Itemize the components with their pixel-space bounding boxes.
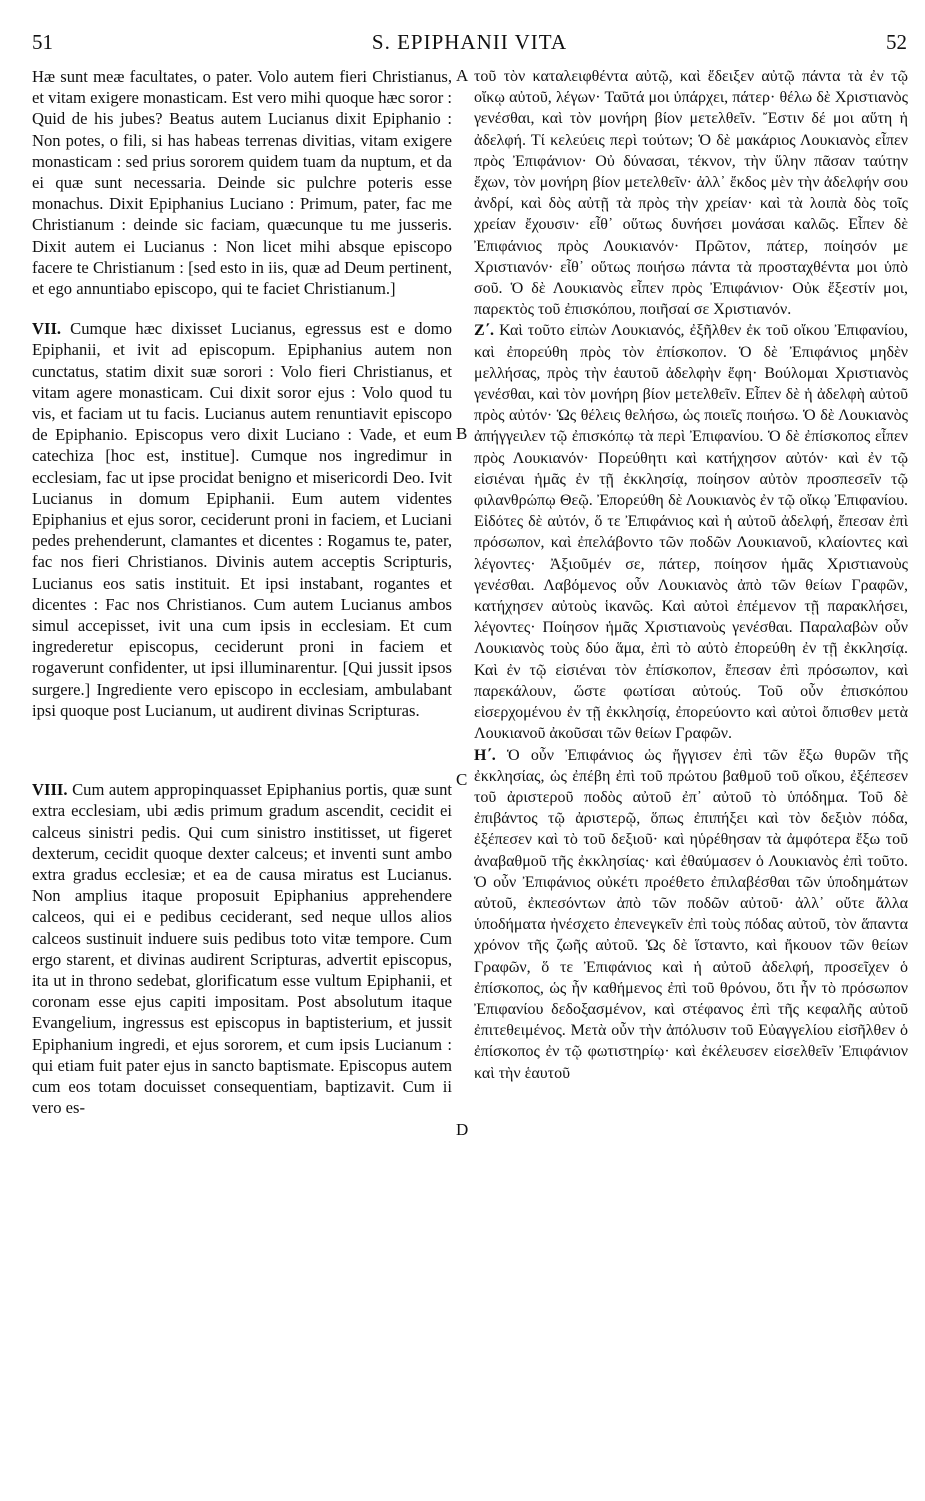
- latin-paragraph-text: Cumque hæc dixisset Lucianus, egressus est e domo Epiphanii, et ivit ad episcopum. Epiphanius autem non cunctatus, statim dixit suæ sorori : Volo fieri Christianus, et vitam agere monasticam. Cui dixit soror ejus : Volo quod tu vis, et faciam ut tu facis. Lucianus autem renuntiavit episcopo de Epiphanio. Episcopus vero dixit Luciano : Vade, et eum catechiza [hoc est, institue]. Cumque nos ingredimur in ecclesiam, fac ut ipse procidat benigno et misericordi Deo. Ivit Lucianus in domum Epiphanii. Eum autem videntes Epiphanius et ejus soror, ceciderunt proni in faciem, et Luciani pedes prehenderunt, clamantes et dicentes : Rogamus te, pater, fac nos fieri Christianos. Divinis autem acceptis Scripturis, Lucianus eos satis instituit. Et ipsi instabant, rogantes et dicentes : Fac nos Christianos. Cum autem Lucianus ambos simul accepisset, ivit una cum ipsis in ecclesiam. Et cum ingrederetur episcopus, ceciderunt proni in faciem et rogaverunt confidenter, ut ipsi illuminarentur. [Qui jussit ipsos surgere.] Ingrediente vero episcopo in ecclesiam, ambulabant ipsi quoque post Lucianum, ut audirent divinas Scripturas.: [32, 319, 452, 720]
- page-number-left: 51: [32, 30, 53, 54]
- running-title: S. EPIPHANII VITA: [371, 30, 568, 54]
- section-number: Ζ΄.: [474, 322, 494, 340]
- greek-column: [474, 66, 908, 1084]
- greek-paragraph: [474, 320, 908, 744]
- latin-paragraph: [32, 318, 452, 721]
- margin-marker-d: D: [456, 1120, 469, 1139]
- page-number-right: 52: [886, 30, 907, 54]
- greek-paragraph-text: Καὶ τοῦτο εἰπὼν Λουκιανός, ἐξῆλθεν ἐκ τοῦ οἴκου Ἐπιφανίου, καὶ ἐπορεύθη πρὸς τὸν ἐπίσκοπον. Ὁ δὲ Ἐπιφάνιος μηδὲν μελλήσας, πρὸς τὴν ἑαυτοῦ ἀδελφὴν ἔφη· Βούλομαι Χριστιανὸς γενέσθαι, καὶ τὸν μονήρη βίον μετελθεῖν. Εἶπεν δὲ ἡ ἀδελφὴ αὐτοῦ πρὸς αὐτόν· Ὡς θέλεις θελήσω, ὡς ποιεῖς ποιήσω. Ὁ δὲ Λουκιανὸς ἀπήγγειλεν τῷ ἐπισκόπῳ τὰ περὶ Ἐπιφανίου. Ὁ δὲ ἐπίσκοπος εἶπεν πρὸς Λουκιανόν· Πορεύθητι καὶ κατήχησον αὐτόν· καὶ ἐν τῷ εἰσιέναι ἡμᾶς ἐν τῇ ἐκκλησίᾳ, ποίησον αὐτὸν προσπεσεῖν τῷ φιλανθρώπῳ Θεῷ. Ἐπορεύθη δὲ Λουκιανὸς ἐν τῷ οἴκῳ Ἐπιφανίου. Εἰδότες δὲ αὐτόν, ὅ τε Ἐπιφάνιος καὶ ἡ αὐτοῦ ἀδελφή, ἔπεσαν ἐπὶ πρόσωπον, καὶ ἐπελάβοντο τῶν ποδῶν Λουκιανοῦ, κλαίοντες καὶ λέγοντες· Ἀξιοῦμέν σε, πάτερ, ποίησον ἡμᾶς Χριστιανοὺς γενέσθαι. Λαβόμενος οὖν Λουκιανὸς ἀπὸ τῶν θείων Γραφῶν, κατήχησεν αὐτοὺς ἱκανῶς. Καὶ αὐτοὶ ἐπέμενον τῇ παρακλήσει, λέγοντες· Ποίησον ἡμᾶς Χριστιανοὺς γενέσθαι. Παραλαβὼν οὖν Λουκιανὸς τοὺς δύο ἅμα, ἐπὶ τὸ αὐτὸ ἐπορεύθη ἐν τῇ ἐκκλησίᾳ. Καὶ ἐν τῷ εἰσιέναι τὸν ἐπίσκοπον, ἔπεσαν ἐπὶ πρόσωπον, καὶ παρεκάλουν, ὥστε φωτίσαι αὐτούς. Τοῦ οὖν ἐπισκόπου εἰσερχομένου ἐν τῇ ἐκκλησίᾳ, ἐπορεύοντο καὶ αὐτοὶ ὄπισθεν μετὰ Λουκιανοῦ ἀκοῦσαι τῶν θείων Γραφῶν.: [474, 322, 908, 743]
- margin-marker-c: C: [456, 770, 468, 789]
- greek-paragraph: τοῦ τὸν καταλειφθέντα αὐτῷ, καὶ ἔδειξεν αὐτῷ πάντα τὰ ἐν τῷ οἴκῳ αὐτοῦ, λέγων· Ταῦτά μοι ὑπάρχει, πάτερ· θέλω δὲ Χριστιανὸς γενέσθαι, καὶ τὸν μονήρη βίον μετελθεῖν. Ἔστιν δέ μοι αὕτη ἡ ἀδελφή. Τί κελεύεις περὶ τούτων; Ὁ δὲ μακάριος Λουκιανὸς εἶπεν πρὸς Ἐπιφάνιον· Οὐ δύνασαι, τέκνον, τὴν ὕλην πᾶσαν ταύτην ἔχων, τὸν μονήρη βίον μετελθεῖν· ἀλλ᾽ ἔκδος μὲν τὴν ἀδελφήν σου ἀνδρί, καὶ δὸς αὐτῇ τὰ πρὸς τὴν χρείαν· καὶ τὰ λοιπὰ δὸς τοῖς χρείαν ἔχουσιν· εἶθ᾽ οὕτως δυνήσει μονάσαι καλῶς. Εἶπεν δὲ Ἐπιφάνιος πρὸς Λουκιανόν· Πρῶτον, πάτερ, ποίησόν με Χριστιανόν· εἶθ᾽ οὕτως ποιήσω πάντα τὰ προσταχθέντα μοι ὑπὸ σοῦ. Ὁ δὲ Λουκιανὸς εἶπεν πρὸς Ἐπιφάνιον· Οὐκ ἔξεστίν μοι, παρεκτὸς τοῦ ἐπισκόπου, ποιῆσαί σε Χριστιανόν.: [474, 68, 908, 319]
- latin-paragraph: Hæ sunt meæ facultates, o pater. Volo autem fieri Christianus, et vitam exigere monasticam. Est vero mihi quoque hæc soror : Quid de his jubes? Beatus autem Lucianus dixit Epiphanio : Non potes, o fili, si has habeas terrenas divitias, vitam exigere monasticam : sed prius sororem quidem tuam da nuptum, et da ei quæ sunt necessaria. Deinde sic pulchre poteris esse monachus. Dixit Epiphanius Luciano : Primum, pater, fac me Christianum : deinde sic faciam, quæcunque tu me jusseris. Dixit autem ei Lucianus : Non licet mihi absque episcopo facere te Christianum : [sed esto in iis, quæ ad Deum pertinent, et ego annuntiabo episcopo, qui te faciet Christianum.]: [32, 67, 452, 299]
- page-header: [32, 30, 907, 56]
- margin-marker-b: B: [456, 424, 468, 443]
- margin-marker-a: A: [456, 66, 469, 85]
- latin-paragraph-text: Cum autem appropinquasset Epiphanius portis, quæ sunt extra ecclesiam, ubi ædis primum gradum ascendit, cecidit ei calceus sinistri pedis. Qui cum sinistro institisset, ut figeret dexterum, cecidit quoque dexter calceus; et inventi sunt ambo extra gradus ecclesiæ; et ea de causa miratus est Lucianus. Non amplius itaque proposuit Epiphanius apprehendere calceos, qui ei e pedibus ceciderant, sed neque ullos alios calceos sustinuit induere suis pedibus toto vitæ tempore. Cum ergo starent, et divinas audirent Scripturas, advertit episcopus, ita ut in throno sedebat, glorificatum esse vultum Epiphanii, et coronam esse ejus capiti impositam. Post absolutum itaque Evangelium, ingressus est episcopus in baptisterium, et jussit Epiphanium ingredi, et ejus sororem, et cum ipsis Lucianum : qui etiam fuit pater ejus in sancto baptismate. Episcopus autem cum eos totam docuisset consequentiam, baptizavit. Cum ii vero es-: [32, 780, 452, 1118]
- section-number: VIII.: [32, 780, 68, 800]
- greek-paragraph-text: Ὁ οὖν Ἐπιφάνιος ὡς ἤγγισεν ἐπὶ τῶν ἔξω θυρῶν τῆς ἐκκλησίας, ὡς ἐπέβη ἐπὶ τοῦ πρώτου βαθμοῦ τοῦ οἴκου, ἐξέπεσεν τοῦ ἀριστεροῦ ποδὸς αὐτοῦ ἐπ᾽ αὐτοῦ τὸ ὑπόδημα. Τοῦ δὲ ἐπιβάντος τῷ ἀριστερῷ, ὅπως ἐπιπήξει καὶ τὸν δεξιὸν πόδα, ἐξέπεσεν καὶ τὸ τοῦ δεξιοῦ· καὶ ηὑρέθησαν τὰ ἀμφότερα ἔξω τοῦ ἀναβαθμοῦ τῆς ἐκκλησίας· καὶ ἐθαύμασεν ὁ Λουκιανὸς ἐπὶ τοῦτο. Ὁ οὖν Ἐπιφάνιος οὐκέτι προέθετο ἐπιλαβέσθαι τῶν ὑποδημάτων αὐτοῦ, ἐκπεσόντων ἀπὸ τῶν ποδῶν αὐτοῦ· ἀλλ᾽ οὔτε ἄλλα ὑποδήματα ἠνέσχετο ἐπενεγκεῖν ἐπὶ τοὺς πόδας αὐτοῦ, τὸν ἅπαντα χρόνον τῆς ζωῆς αὐτοῦ. Ὡς δὲ ἵσταντο, καὶ ἤκουον τῶν θείων Γραφῶν, ὅ τε Ἐπιφάνιος καὶ ἡ αὐτοῦ ἀδελφή, προσεῖχεν ὁ ἐπίσκοπος, ὡς ἦν καθήμενος ἐπὶ τοῦ θρόνου, ὅτι ἦν τὸ πρόσωπον Ἐπιφανίου δεδοξασμένον, καὶ στέφανος ἐπὶ τῆς κεφαλῆς αὐτοῦ ἐπιτεθειμένος. Μετὰ οὖν τὴν ἀπόλυσιν τοῦ Εὐαγγελίου εἰσῆλθεν ὁ ἐπίσκοπος ἐν τῷ φωτιστηρίῳ· καὶ ἐκέλευσεν εἰσελθεῖν Ἐπιφάνιον καὶ τὴν ἑαυτοῦ: [474, 746, 909, 1082]
- section-number: Η΄.: [474, 746, 496, 764]
- latin-paragraph: [32, 779, 452, 1118]
- section-number: VII.: [32, 319, 62, 339]
- greek-paragraph: [474, 745, 908, 1084]
- latin-column: [32, 66, 452, 1118]
